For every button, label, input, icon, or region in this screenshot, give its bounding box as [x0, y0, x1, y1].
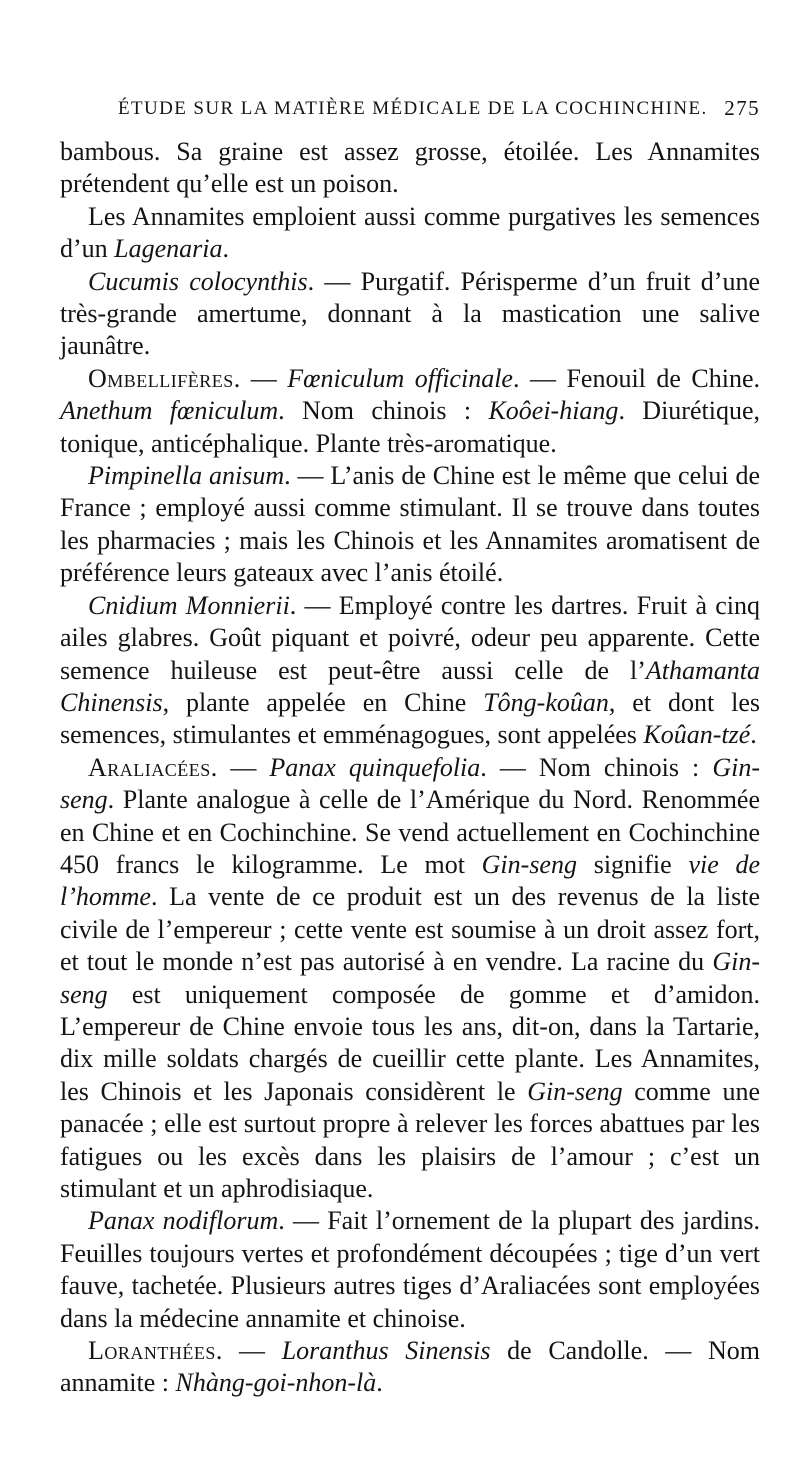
text-run: bambous. Sa graine est assez grosse, étoilée. Les Annamites prétendent qu’elle est un poison. — [60, 137, 760, 199]
text-run: . — [750, 720, 757, 750]
text-run: , plante appelée en Chine — [162, 687, 484, 717]
page-body — [60, 136, 760, 1400]
text-run: signifie — [576, 849, 689, 879]
text-run: comme une panacée ; elle est surtout propre à relever les forces abattues par les fatigues ou les excès dans les plaisirs de l’amour ; c’est un stimulant et un aphrodisiaque. — [60, 1076, 760, 1203]
text-run: . — — [210, 752, 270, 782]
italic-term: Panax nodiflorum — [88, 1206, 279, 1236]
text-run: . La vente de ce produit est un des revenus de la liste civile de l’empereur ; cette vente est soumise à un droit assez fort, et tout le monde n’est pas autorisé à en vendre. La racine du — [60, 882, 760, 977]
italic-term: Cnidium Monnierii — [88, 590, 290, 620]
text-run: . — Nom chinois : — [480, 752, 713, 782]
italic-term: Anethum fœniculum — [60, 396, 279, 426]
text-run: . Plante analogue à celle de l’Amérique du Nord. Renommée en Chine et en Cochinchine. Se vend actuellement en Cochinchine 450 francs le kilogramme. Le mot — [60, 785, 760, 879]
paragraph-p7 — [60, 752, 760, 1206]
italic-term: Fœniculum officinale — [287, 363, 513, 393]
text-run: . — [222, 234, 230, 264]
text-run: . — — [215, 1336, 282, 1366]
text-run: , et dont les semences, stimulantes et emménagogues, sont appelées — [60, 687, 761, 750]
italic-term: Pimpinella anisum — [88, 461, 285, 491]
text-run: . — — [233, 363, 288, 393]
text-run: . Diurétique, tonique, anticéphalique. Plante très-aromatique. — [60, 396, 760, 458]
family-heading: Araliacées — [88, 752, 211, 782]
text-run: . — L’anis de Chine est le même que celui de France ; employé aussi comme stimulant. Il se trouve dans toutes les pharmacies ; mais les Chinois et les Annamites aromatisent de préférence leurs gateaux avec l’anis étoilé. — [60, 461, 760, 588]
family-heading: Ombellifères — [88, 363, 234, 393]
italic-term: Cucumis colocynthis — [88, 266, 308, 296]
paragraph-p5 — [60, 460, 760, 590]
text-run: . Nom chinois : — [278, 396, 489, 426]
italic-term: vie de l’homme — [60, 849, 761, 912]
text-run: . — Purgatif. Périsperme d’un fruit d’une très-grande amertume, donnant à la mastication une salive jaunâtre. — [60, 266, 760, 361]
italic-term: Gin-seng — [481, 849, 577, 879]
text-run: . — Fenouil de Chine. — [512, 363, 761, 393]
paragraph-p6 — [60, 590, 760, 752]
page-number: 275 — [724, 96, 760, 120]
paragraph-p2 — [60, 201, 760, 266]
paragraph-p8 — [60, 1205, 760, 1335]
text-run: . — [376, 1368, 383, 1398]
text-run: . — Employé contre les dartres. Fruit à cinq ailes glabres. Goût piquant et poivré, odeur peu apparente. Cette semence huileuse est peut-être aussi celle de l’ — [60, 590, 760, 685]
italic-term: Gin-seng — [60, 752, 760, 815]
page-header — [60, 92, 760, 126]
text-run: Les Annamites emploient aussi comme purgatives les semences d’un — [60, 201, 760, 264]
paragraph-p4 — [60, 363, 760, 460]
text-run: de Candolle. — Nom annamite : — [60, 1336, 760, 1398]
text-run: est uniquement composée de gomme et d’amidon. L’empereur de Chine envoie tous les ans, dit-on, dans la Tartarie, dix mille soldats chargés de cueillir cette plante. Les Annamites, les Chinois et les Japonais considèrent le — [60, 979, 760, 1106]
italic-term: Nhàng-goi-nhon-là — [175, 1368, 377, 1398]
paragraph-p3 — [60, 266, 760, 363]
italic-term: Gin-seng — [60, 947, 760, 1009]
text-run: . — Fait l’ornement de la plupart des jardins. Feuilles toujours vertes et profondément découpées ; tige d’un vert fauve, tachetée. Plusieurs autres tiges d’Araliacées sont employées dans la médecine annamite et chinoise. — [60, 1206, 760, 1333]
italic-term: Koôei-hiang — [488, 396, 619, 426]
paragraph-p1 — [60, 136, 760, 201]
running-title: ÉTUDE SUR LA MATIÈRE MÉDICALE DE LA COCHINCHINE. — [118, 98, 708, 119]
family-heading: Loranthées — [88, 1336, 216, 1366]
paragraph-p9 — [60, 1335, 760, 1400]
italic-term: Athamanta Chinensis — [60, 655, 760, 717]
italic-term: Tông-koûan — [483, 687, 609, 717]
italic-term: Koûan-tzé — [643, 720, 751, 750]
italic-term: Lagenaria — [114, 234, 223, 264]
book-page — [60, 92, 760, 1400]
italic-term: Gin-seng — [527, 1076, 623, 1106]
italic-term: Loranthus Sinensis — [281, 1336, 491, 1366]
italic-term: Panax quinquefolia — [269, 752, 481, 782]
